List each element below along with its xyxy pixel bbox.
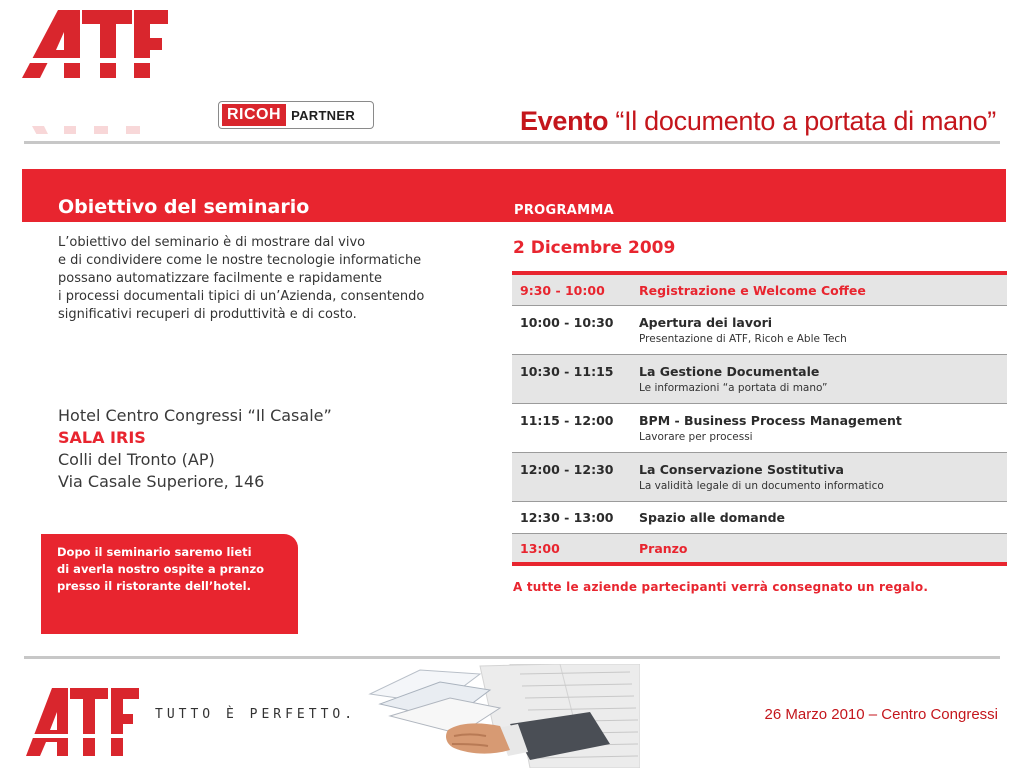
lunch-note-line: di averla nostro ospite a pranzo bbox=[57, 562, 265, 576]
header-divider bbox=[24, 141, 1000, 144]
schedule-time: 10:30 - 11:15 bbox=[520, 364, 614, 379]
schedule-title: Registrazione e Welcome Coffee bbox=[639, 283, 866, 298]
schedule-time: 9:30 - 10:00 bbox=[520, 283, 605, 298]
schedule-row bbox=[512, 355, 1007, 404]
event-title-rest: “Il documento a portata di mano” bbox=[608, 106, 996, 136]
atf-footer-logo bbox=[22, 680, 144, 760]
objective-line: i processi documentali tipici di un’Azienda, consentendo bbox=[58, 289, 425, 304]
schedule-row bbox=[512, 502, 1007, 534]
footer-date: 26 Marzo 2010 – Centro Congressi bbox=[764, 706, 998, 723]
hand-with-documents-photo bbox=[360, 664, 640, 768]
venue-address: Via Casale Superiore, 146 bbox=[58, 472, 265, 491]
ricoh-brand-text: RICOH bbox=[222, 104, 286, 126]
event-title bbox=[520, 106, 996, 137]
ricoh-partner-badge bbox=[218, 101, 374, 129]
atf-logo bbox=[14, 6, 174, 134]
venue-hotel: Hotel Centro Congressi “Il Casale” bbox=[58, 406, 332, 425]
schedule-subtitle: Le informazioni “a portata di mano” bbox=[639, 382, 828, 394]
schedule-row bbox=[512, 275, 1007, 306]
objective-title: Obiettivo del seminario bbox=[58, 196, 310, 218]
lunch-note-line: Dopo il seminario saremo lieti bbox=[57, 545, 252, 559]
objective-text bbox=[58, 234, 508, 324]
schedule-time: 12:30 - 13:00 bbox=[520, 510, 614, 525]
programma-date: 2 Dicembre 2009 bbox=[513, 238, 676, 258]
schedule-title: Spazio alle domande bbox=[639, 510, 786, 525]
schedule-title: La Conservazione Sostitutiva bbox=[639, 462, 844, 477]
footer-tagline: TUTTO È PERFETTO. bbox=[155, 707, 357, 722]
schedule-subtitle: Lavorare per processi bbox=[639, 431, 753, 443]
objective-line: possano automatizzare facilmente e rapidamente bbox=[58, 271, 383, 286]
objective-line: L’obiettivo del seminario è di mostrare dal vivo bbox=[58, 235, 366, 250]
schedule-row bbox=[512, 404, 1007, 453]
venue-town: Colli del Tronto (AP) bbox=[58, 450, 215, 469]
schedule-time: 10:00 - 10:30 bbox=[520, 315, 614, 330]
schedule-title: Apertura dei lavori bbox=[639, 315, 773, 330]
schedule-row bbox=[512, 534, 1007, 562]
lunch-note-text bbox=[57, 544, 264, 595]
schedule-title: La Gestione Documentale bbox=[639, 364, 820, 379]
event-title-bold: Evento bbox=[519, 106, 609, 136]
schedule-row bbox=[512, 453, 1007, 502]
venue-block bbox=[58, 405, 332, 493]
schedule-subtitle: Presentazione di ATF, Ricoh e Able Tech bbox=[639, 333, 847, 345]
schedule-bottom-rule bbox=[512, 562, 1007, 566]
gift-note: A tutte le aziende partecipanti verrà consegnato un regalo. bbox=[513, 580, 929, 594]
schedule-time: 11:15 - 12:00 bbox=[520, 413, 614, 428]
schedule-title: Pranzo bbox=[639, 541, 688, 556]
partner-text: PARTNER bbox=[291, 107, 356, 123]
objective-line: e di condividere come le nostre tecnologie informatiche bbox=[58, 253, 422, 268]
schedule-row bbox=[512, 306, 1007, 355]
schedule-subtitle: La validità legale di un documento informatico bbox=[639, 480, 884, 492]
schedule-time: 12:00 - 12:30 bbox=[520, 462, 614, 477]
footer-divider bbox=[24, 656, 1000, 659]
schedule-time: 13:00 bbox=[520, 541, 560, 556]
programma-heading: PROGRAMMA bbox=[514, 203, 614, 218]
schedule-table bbox=[512, 271, 1007, 566]
objective-line: significativi recuperi di produttività e di costo. bbox=[58, 307, 357, 322]
venue-room: SALA IRIS bbox=[58, 428, 146, 447]
lunch-note-line: presso il ristorante dell’hotel. bbox=[57, 579, 251, 593]
schedule-title: BPM - Business Process Management bbox=[639, 413, 902, 428]
